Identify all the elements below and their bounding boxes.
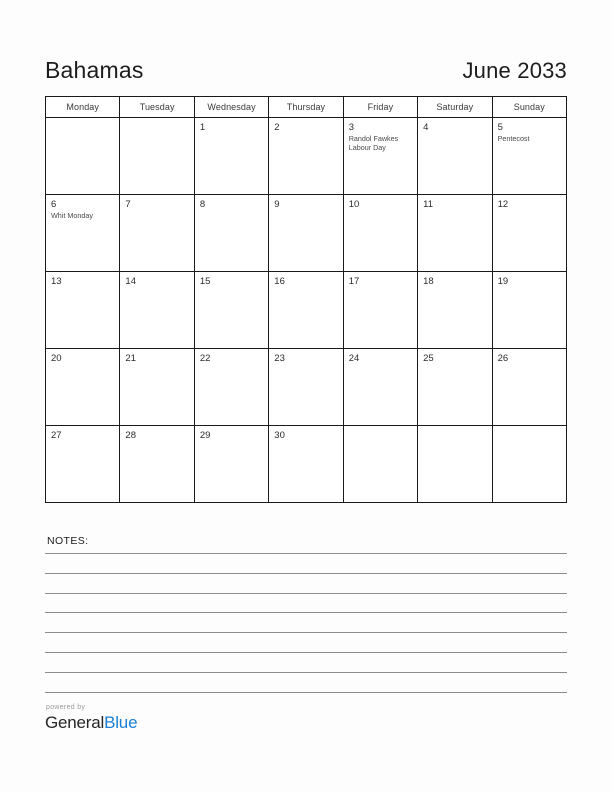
day-number: 17 — [348, 276, 360, 287]
day-number: 25 — [423, 353, 434, 364]
calendar-days — [46, 118, 567, 503]
weekday-header-saturday: Saturday — [418, 97, 492, 118]
notes-line[interactable] — [45, 633, 567, 653]
page-title: Bahamas — [45, 57, 144, 83]
notes-lines — [45, 551, 567, 693]
day-number: 20 — [51, 353, 62, 364]
day-cell-22[interactable] — [195, 349, 269, 426]
day-cell-10[interactable] — [344, 195, 418, 272]
holiday-label: Randol Fawkes Labour Day — [348, 134, 399, 153]
day-number: 26 — [497, 353, 509, 364]
day-number: 8 — [199, 199, 206, 210]
notes-section — [45, 534, 567, 693]
holiday-label: Pentecost — [497, 134, 530, 143]
day-cell-13[interactable] — [46, 272, 120, 349]
day-cell-empty[interactable] — [493, 426, 567, 503]
day-number: 11 — [423, 199, 434, 210]
brand-name-general: General — [45, 713, 105, 732]
day-number: 4 — [423, 122, 429, 133]
weekday-header-friday: Friday — [344, 97, 418, 118]
day-number: 14 — [125, 276, 136, 287]
day-cell-21[interactable] — [120, 349, 194, 426]
weekday-header-wednesday: Wednesday — [195, 97, 269, 118]
brand-name-blue: Blue — [104, 713, 138, 732]
day-number: 30 — [274, 430, 285, 441]
day-number: 9 — [274, 199, 280, 210]
notes-line[interactable] — [45, 594, 567, 614]
day-cell-3[interactable] — [344, 118, 418, 195]
day-number: 27 — [51, 430, 62, 441]
day-cell-27[interactable] — [46, 426, 120, 503]
day-cell-26[interactable] — [493, 349, 567, 426]
day-cell-25[interactable] — [418, 349, 492, 426]
day-number: 5 — [497, 122, 503, 133]
weekday-header-monday: Monday — [46, 97, 120, 118]
notes-line[interactable] — [45, 613, 567, 633]
page-header — [45, 48, 567, 82]
notes-line[interactable] — [45, 673, 567, 693]
day-number: 13 — [51, 276, 62, 287]
day-number: 22 — [199, 353, 211, 364]
day-number: 23 — [274, 353, 285, 364]
day-cell-4[interactable] — [418, 118, 492, 195]
calendar-grid — [45, 96, 567, 503]
day-cell-empty[interactable] — [418, 426, 492, 503]
day-number: 16 — [274, 276, 285, 287]
day-cell-5[interactable] — [493, 118, 567, 195]
day-number: 15 — [199, 276, 211, 287]
day-cell-20[interactable] — [46, 349, 120, 426]
powered-by-label: powered by — [46, 704, 86, 711]
day-cell-8[interactable] — [195, 195, 269, 272]
day-number: 10 — [348, 199, 360, 210]
footer-branding — [45, 703, 137, 733]
generalblue-logo — [45, 713, 137, 733]
day-number: 7 — [125, 199, 131, 210]
day-cell-24[interactable] — [344, 349, 418, 426]
day-cell-6[interactable] — [46, 195, 120, 272]
day-number: 1 — [199, 122, 206, 133]
day-cell-empty[interactable] — [344, 426, 418, 503]
day-number: 29 — [199, 430, 211, 441]
day-number: 12 — [497, 199, 509, 210]
day-cell-23[interactable] — [269, 349, 343, 426]
day-cell-28[interactable] — [120, 426, 194, 503]
day-cell-11[interactable] — [418, 195, 492, 272]
notes-line[interactable] — [45, 653, 567, 673]
day-cell-2[interactable] — [269, 118, 343, 195]
day-cell-9[interactable] — [269, 195, 343, 272]
weekday-header-row — [46, 97, 567, 118]
day-number: 24 — [348, 353, 360, 364]
day-cell-18[interactable] — [418, 272, 492, 349]
weekday-header-tuesday: Tuesday — [120, 97, 194, 118]
day-number: 18 — [423, 276, 434, 287]
month-year-title: June 2033 — [462, 58, 567, 83]
day-cell-17[interactable] — [344, 272, 418, 349]
day-number: 2 — [274, 122, 280, 133]
day-cell-29[interactable] — [195, 426, 269, 503]
notes-line[interactable] — [45, 554, 567, 574]
day-cell-30[interactable] — [269, 426, 343, 503]
notes-label: NOTES: — [47, 535, 89, 547]
day-number: 3 — [348, 122, 354, 133]
holiday-label: Whit Monday — [51, 211, 93, 220]
day-cell-empty[interactable] — [120, 118, 194, 195]
day-number: 21 — [125, 353, 136, 364]
day-cell-7[interactable] — [120, 195, 194, 272]
day-cell-19[interactable] — [493, 272, 567, 349]
day-cell-12[interactable] — [493, 195, 567, 272]
weekday-header-thursday: Thursday — [269, 97, 343, 118]
day-number: 19 — [497, 276, 509, 287]
weekday-header-sunday: Sunday — [493, 97, 567, 118]
notes-line[interactable] — [45, 574, 567, 594]
day-cell-empty[interactable] — [46, 118, 120, 195]
day-cell-16[interactable] — [269, 272, 343, 349]
day-number: 28 — [125, 430, 136, 441]
day-cell-15[interactable] — [195, 272, 269, 349]
day-cell-1[interactable] — [195, 118, 269, 195]
day-number: 6 — [51, 199, 57, 210]
day-cell-14[interactable] — [120, 272, 194, 349]
